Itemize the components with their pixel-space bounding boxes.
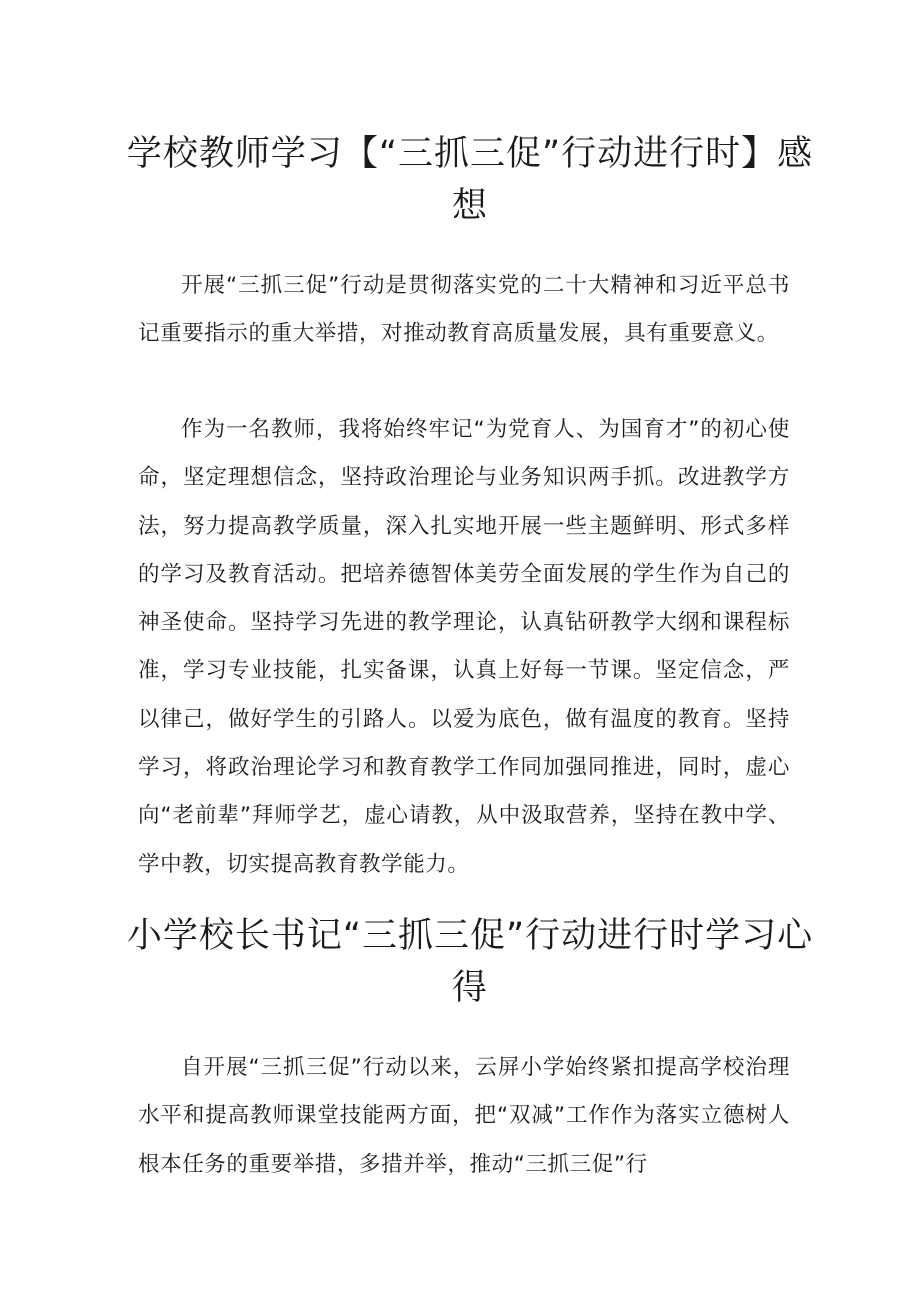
- section-title: 学校教师学习【“三抓三促”行动进行时】感想: [126, 134, 814, 226]
- paragraph: 作为一名教师，我将始终牢记“为党育人、为国育才”的初心使命，坚定理想信念，坚持政治理论与业务知识两手抓。改进教学方法，努力提高教学质量，深入扎实地开展一些主题鲜明、形式多样的学习及教育活动。把培养德智体美劳全面发展的学生作为自己的神圣使命。坚持学习先进的教学理论，认真钻研教学大纲和课程标准，学习专业技能，扎实备课，认真上好每一节课。坚定信念，严以律己，做好学生的引路人。以爱为底色，做有温度的教育。坚持学习，将政治理论学习和教育教学工作同加强同推进，同时，虚心向“老前辈”拜师学艺，虚心请教，从中汲取营养，坚持在教中学、学中教，切实提高教育教学能力。: [138, 417, 790, 877]
- section-title: 小学校长书记“三抓三促”行动进行时学习心得: [126, 916, 814, 1008]
- paragraph: 开展“三抓三促”行动是贯彻落实党的二十大精神和习近平总书记重要指示的重大举措，对推动教育高质量发展，具有重要意义。: [138, 273, 790, 347]
- paragraph: 自开展“三抓三促”行动以来，云屏小学始终紧扣提高学校治理水平和提高教师课堂技能两方面，把“双减”工作作为落实立德树人根本任务的重要举措，多措并举，推动“三抓三促”行: [138, 1055, 790, 1177]
